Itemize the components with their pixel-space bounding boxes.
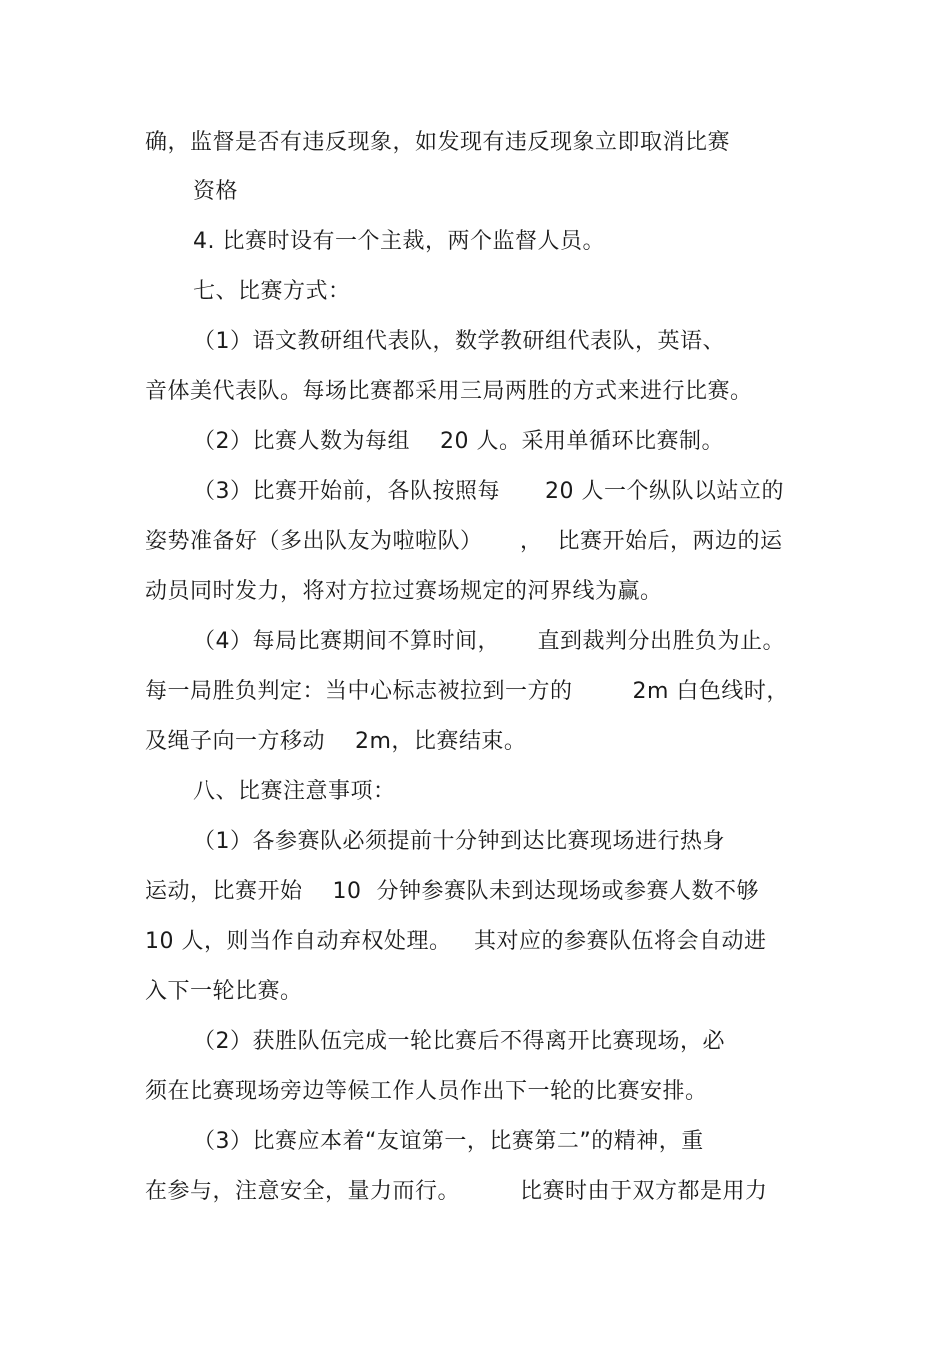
text-line: 音体美代表队。每场比赛都采用三局两胜的方式来进行比赛。 [145, 379, 753, 404]
text-line: （2）获胜队伍完成一轮比赛后不得离开比赛现场，必 [193, 1029, 725, 1054]
section-heading: 七、比赛方式： [193, 279, 351, 304]
text-line: 入下一轮比赛。 [145, 979, 303, 1004]
text-line: 10 人，则当作自动弃权处理。 其对应的参赛队伍将会自动进 [145, 929, 767, 954]
text-line: （1）各参赛队必须提前十分钟到达比赛现场进行热身 [193, 829, 725, 854]
text-line: （3）比赛开始前，各队按照每 20 人一个纵队以站立的 [193, 479, 784, 504]
text-line: 姿势准备好（多出队友为啦啦队） ， 比赛开始后，两边的运 [145, 529, 783, 554]
text-line: 4. 比赛时设有一个主裁，两个监督人员。 [193, 229, 605, 254]
text-line: （2）比赛人数为每组 20 人。采用单循环比赛制。 [193, 429, 724, 454]
text-line: 运动，比赛开始 10 分钟参赛队未到达现场或参赛人数不够 [145, 879, 759, 904]
text-line: 每一局胜负判定：当中心标志被拉到一方的 2m 白色线时， [145, 679, 789, 704]
text-line: 资格 [193, 179, 239, 204]
text-line: （3）比赛应本着“友谊第一，比赛第二”的精神，重 [193, 1129, 704, 1154]
text-line: （4）每局比赛期间不算时间， 直到裁判分出胜负为止。 [193, 629, 785, 654]
text-line: （1）语文教研组代表队，数学教研组代表队，英语、 [193, 329, 725, 354]
text-line: 动员同时发力，将对方拉过赛场规定的河界线为赢。 [145, 579, 663, 604]
text-line: 须在比赛现场旁边等候工作人员作出下一轮的比赛安排。 [145, 1079, 708, 1104]
text-line: 在参与，注意安全，量力而行。 比赛时由于双方都是用力 [145, 1179, 768, 1204]
section-heading: 八、比赛注意事项： [193, 779, 396, 804]
text-line: 及绳子向一方移动 2m，比赛结束。 [145, 729, 527, 754]
text-line: 确，监督是否有违反现象，如发现有违反现象立即取消比赛 [145, 130, 731, 155]
